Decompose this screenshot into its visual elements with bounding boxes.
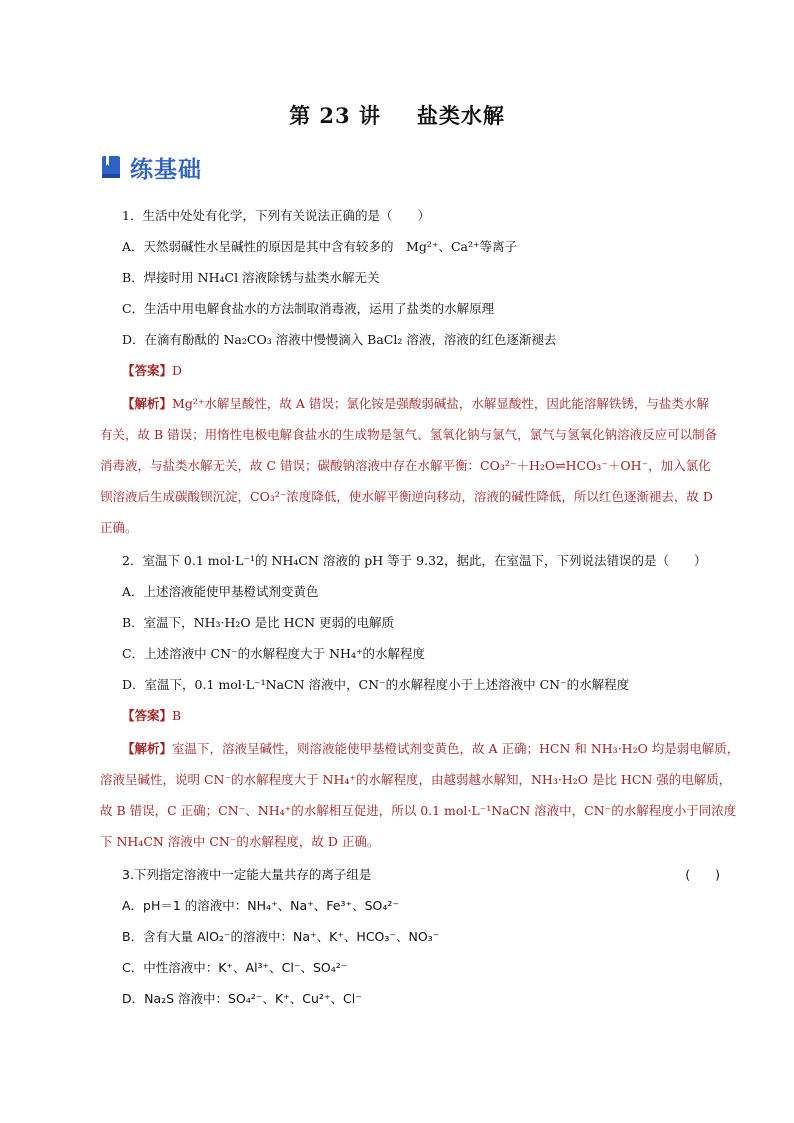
lecture-topic: 盐类水解 <box>416 103 505 128</box>
q1-answer <box>100 355 720 386</box>
section-header <box>100 150 202 184</box>
q3-stem-row <box>100 859 720 890</box>
book-icon <box>100 154 124 180</box>
q3-paren: ( ) <box>685 867 720 882</box>
q2-option-b: B．室温下，NH₃·H₂O 是比 HCN 更弱的电解质 <box>122 615 394 630</box>
q1-answer-value: D <box>172 363 183 378</box>
q2-exp-line: 故 B 错误，C 正确；CN⁻、NH₄⁺的水解相互促进，所以 0.1 mol·L⁻¹NaCN 溶液中，CN⁻的水解程度小于同浓度 <box>100 803 737 818</box>
q1-exp-line: 有关，故 B 错误；用惰性电极电解食盐水的生成物是氢气、氢氧化钠与氯气，氯气与氢氧化钠溶液反应可以制备 <box>100 427 718 442</box>
q1-stem: 1．生活中处处有化学，下列有关说法正确的是（ ） <box>122 208 430 223</box>
q2-exp-line: 室温下，溶液呈碱性，则溶液能使甲基橙试剂变黄色，故 A 正确；HCN 和 NH₃·H₂O 均是弱电解质， <box>172 741 740 756</box>
q1-exp-tag: 【解析】 <box>122 396 173 411</box>
q2-exp-tag: 【解析】 <box>122 741 173 756</box>
q3-option-c: C．中性溶液中：K⁺、Al³⁺、Cl⁻、SO₄²⁻ <box>122 960 348 975</box>
q1-option-c: C．生活中用电解食盐水的方法制取消毒液，运用了盐类的水解原理 <box>122 301 495 316</box>
q1-exp-line: 消毒液，与盐类水解无关，故 C 错误；碳酸钠溶液中存在水解平衡：CO₃²⁻＋H₂O⇌HCO₃⁻＋OH⁻，加入氯化 <box>100 458 711 473</box>
q2-exp-line: 下 NH₄CN 溶液中 CN⁻的水解程度，故 D 正确。 <box>100 834 380 849</box>
q3-option-a: A．pH＝1 的溶液中：NH₄⁺、Na⁺、Fe³⁺、SO₄²⁻ <box>122 898 399 913</box>
page-title <box>0 100 794 130</box>
q1-explanation <box>100 388 720 543</box>
q1-exp-line: 钡溶液后生成碳酸钡沉淀，CO₃²⁻浓度降低，使水解平衡逆向移动，溶液的碱性降低，所以红色逐渐褪去，故 D <box>100 489 713 504</box>
q1-answer-tag: 【答案】 <box>122 363 173 378</box>
content <box>100 200 740 1014</box>
q1-option-b: B．焊接时用 NH₄Cl 溶液除锈与盐类水解无关 <box>122 270 380 285</box>
q2-option-a: A．上述溶液能使甲基橙试剂变黄色 <box>122 584 319 599</box>
q2-option-c: C．上述溶液中 CN⁻的水解程度大于 NH₄⁺的水解程度 <box>122 646 426 661</box>
q3-stem: 3.下列指定溶液中一定能大量共存的离子组是 <box>122 867 372 882</box>
q2-explanation <box>100 733 740 857</box>
q2-answer <box>100 700 720 731</box>
q1-exp-line: 正确。 <box>100 520 138 535</box>
q2-answer-tag: 【答案】 <box>122 708 173 723</box>
q2-option-d: D．室温下，0.1 mol·L⁻¹NaCN 溶液中，CN⁻的水解程度小于上述溶液中 CN⁻的水解程度 <box>122 677 630 692</box>
lecture-number: 第 23 讲 <box>289 103 381 128</box>
q1-option-a: A．天然弱碱性水呈碱性的原因是其中含有较多的 Mg²⁺、Ca²⁺等离子 <box>122 239 518 254</box>
q1-option-d: D．在滴有酚酞的 Na₂CO₃ 溶液中慢慢滴入 BaCl₂ 溶液，溶液的红色逐渐褪去 <box>122 332 557 347</box>
q1-exp-line: Mg²⁺水解呈酸性，故 A 错误；氯化铵是强酸弱碱盐，水解显酸性，因此能溶解铁锈，与盐类水解 <box>172 396 709 411</box>
q3-option-b: B．含有大量 AlO₂⁻的溶液中：Na⁺、K⁺、HCO₃⁻、NO₃⁻ <box>122 929 440 944</box>
q3-option-d: D．Na₂S 溶液中：SO₄²⁻、K⁺、Cu²⁺、Cl⁻ <box>122 991 362 1006</box>
q2-answer-value: B <box>172 708 182 723</box>
q2-exp-line: 溶液呈碱性，说明 CN⁻的水解程度大于 NH₄⁺的水解程度，由越弱越水解知，NH₃·H₂O 是比 HCN 强的电解质， <box>100 772 732 787</box>
q2-stem: 2．室温下 0.1 mol·L⁻¹的 NH₄CN 溶液的 pH 等于 9.32，据此，在室温下，下列说法错误的是（ ） <box>122 553 707 568</box>
section-label: 练基础 <box>130 156 202 183</box>
